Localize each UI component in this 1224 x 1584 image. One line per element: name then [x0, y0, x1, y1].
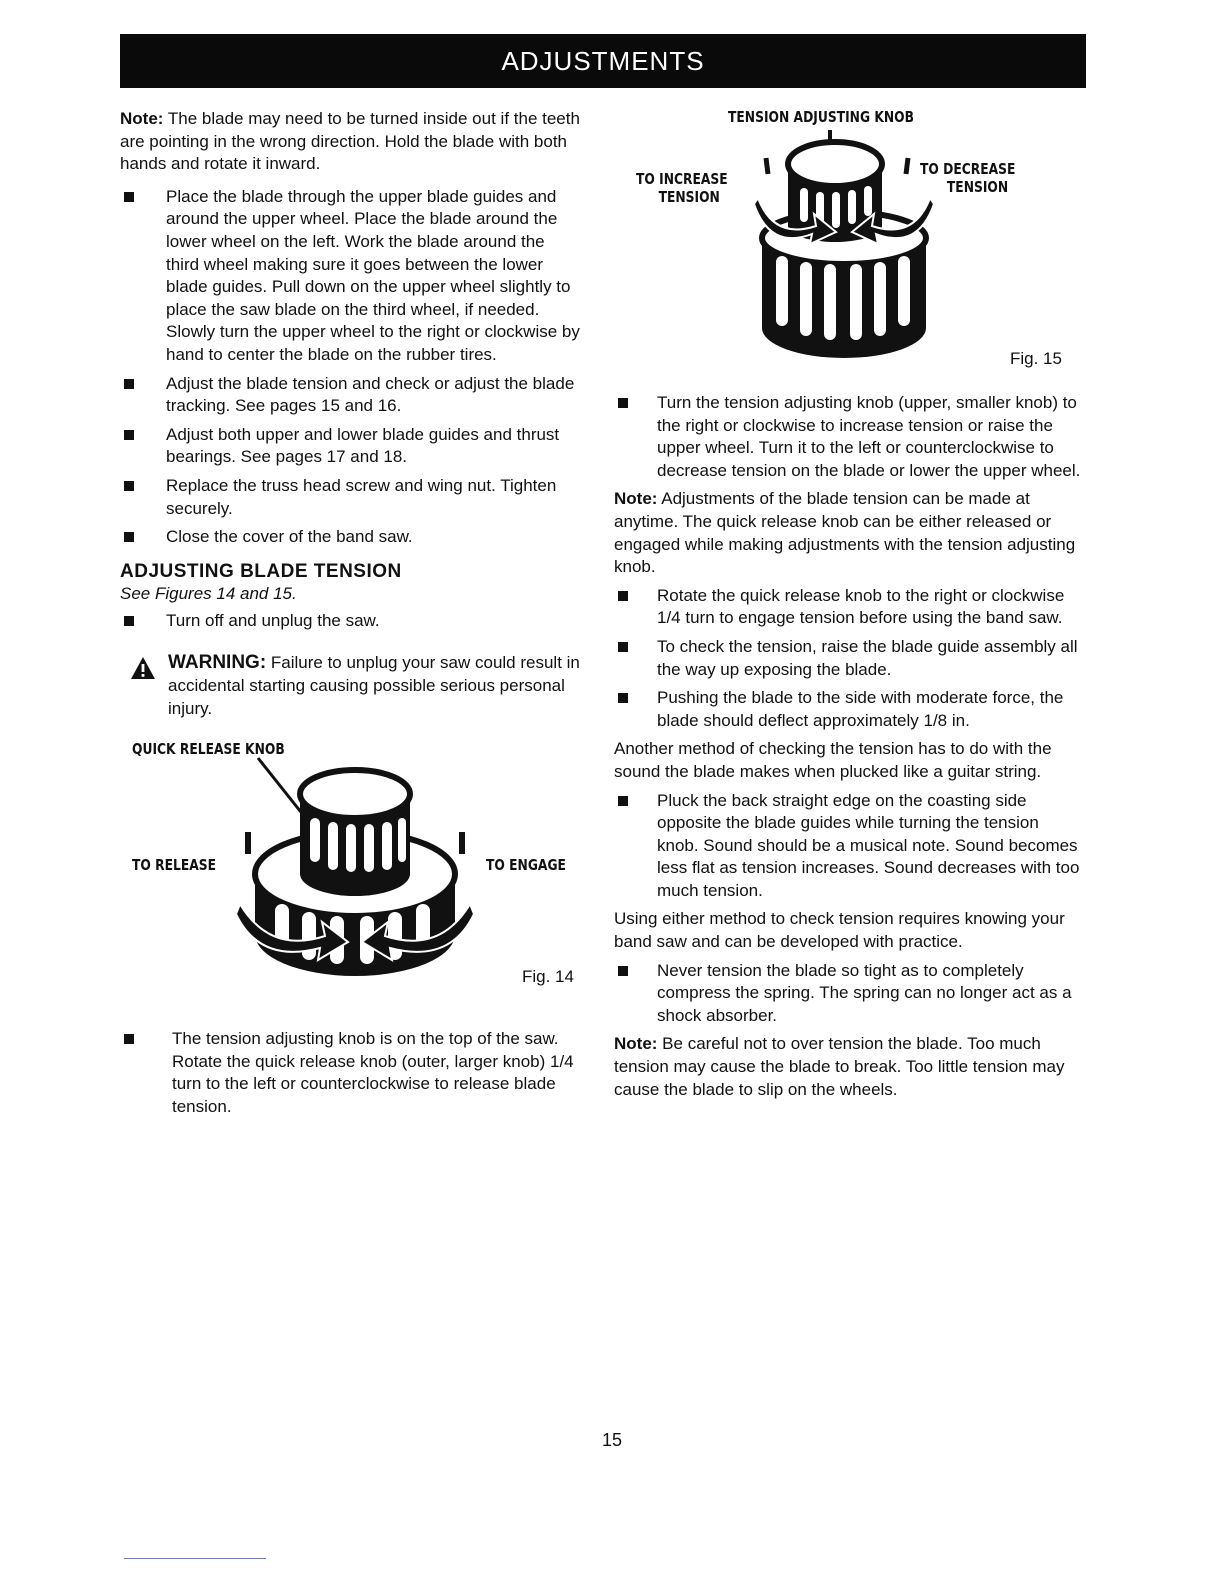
bullet-icon — [124, 430, 134, 440]
bullet-icon — [618, 796, 628, 806]
list-item-text: Place the blade through the upper blade guides and around the upper wheel. Place the blade around the lower wheel on the left. Work the blade around the third wheel making sure it goes between the lower blade guides. Pull down on the upper wheel slightly to place the saw blade on the third wheel, if needed. Slowly turn the upper wheel to the right or clockwise by hand to center the blade on the rubber tires. — [166, 186, 580, 364]
bullet-icon — [124, 532, 134, 542]
figure-label-release: TO RELEASE — [132, 856, 217, 875]
list-item-text: Turn the tension adjusting knob (upper, smaller knob) to the right or clockwise to increase tension or raise the upper wheel. Turn it to the left or counterclockwise to decrease tension on the blade or lower the upper wheel. — [657, 393, 1081, 480]
right-column — [614, 108, 1084, 1101]
section-subtitle: See Figures 14 and 15. — [120, 584, 297, 604]
list-item-text: Rotate the quick release knob to the right or clockwise 1/4 turn to engage tension before using the band saw. — [657, 585, 1065, 628]
bullet-icon — [618, 693, 628, 703]
list-item — [120, 186, 582, 367]
figure-label-increase — [636, 170, 728, 206]
figure-caption: Fig. 14 — [522, 967, 574, 987]
bullet-icon — [124, 192, 134, 202]
list-item — [120, 1028, 582, 1118]
paragraph: Another method of checking the tension has to do with the sound the blade makes when plucked like a guitar string. — [614, 739, 1052, 781]
warning-label: WARNING: — [168, 652, 267, 674]
note-label: Note: — [614, 1034, 658, 1054]
list-item-text: Adjust the blade tension and check or adjust the blade tracking. See pages 15 and 16. — [166, 373, 575, 416]
note-paragraph — [614, 488, 1084, 578]
page-number: 15 — [601, 1430, 623, 1450]
list-item — [614, 636, 1084, 681]
footer-rule — [124, 1558, 266, 1559]
section-title: ADJUSTING BLADE TENSION — [120, 560, 402, 582]
note-label: Note: — [614, 489, 658, 509]
bullet-icon — [124, 481, 134, 491]
left-column — [120, 108, 582, 1119]
bullet-icon — [124, 379, 134, 389]
bullet-icon — [618, 642, 628, 652]
warning-block — [120, 652, 582, 720]
list-item-text: To check the tension, raise the blade guide assembly all the way up exposing the blade. — [657, 636, 1078, 679]
bullet-icon — [618, 591, 628, 601]
note-text: Adjustments of the blade tension can be made at anytime. The quick release knob can be either released or engaged while making adjustments with the tension adjusting knob. — [614, 489, 1076, 577]
warning-icon — [130, 656, 156, 680]
list-item — [120, 526, 582, 549]
note-paragraph — [120, 108, 582, 176]
list-item-text: Never tension the blade so tight as to completely compress the spring. The spring can no longer act as a shock absorber. — [657, 960, 1072, 1025]
quick-release-knob-illustration — [230, 754, 480, 994]
note-paragraph — [614, 1033, 1084, 1101]
figure-label-engage: TO ENGAGE — [486, 856, 566, 875]
paragraph: Using either method to check tension requires knowing your band saw and can be developed with practice. — [614, 909, 1065, 952]
figure-label-decrease-line2: TENSION — [946, 178, 1009, 196]
bullet-icon — [124, 1034, 134, 1044]
warning-text: Failure to unplug your saw could result in accidental starting causing possible serious personal injury. — [168, 653, 580, 718]
list-item-text: Close the cover of the band saw. — [166, 527, 413, 547]
figure-15 — [614, 108, 1084, 378]
list-item-text: Pluck the back straight edge on the coasting side opposite the blade guides while turning the tension knob. Sound should be a musical note. Sound becomes less flat as tension increases. Sound decreases with too much tension. — [657, 790, 1080, 900]
note-text: The blade may need to be turned inside out if the teeth are pointing in the wrong direction. Hold the blade with both hands and rotate it inward. — [120, 109, 580, 174]
list-item — [614, 585, 1084, 630]
bullet-icon — [618, 966, 628, 976]
figure-label-increase-line1: TO INCREASE — [636, 170, 728, 188]
list-item — [614, 960, 1084, 1028]
figure-label-decrease-line1: TO DECREASE — [920, 160, 1016, 178]
list-item — [614, 392, 1084, 482]
figure-label-decrease — [920, 160, 1015, 196]
list-item-text: Turn off and unplug the saw. — [166, 610, 380, 630]
list-item-text: The tension adjusting knob is on the top of the saw. Rotate the quick release knob (outer, larger knob) 1/4 turn to the left or counterclockwise to release blade tension. — [172, 1029, 574, 1117]
figure-caption: Fig. 15 — [1010, 349, 1062, 368]
list-item-text: Replace the truss head screw and wing nut. Tighten securely. — [166, 475, 557, 518]
bullet-icon — [124, 616, 134, 626]
figure-label-increase-line2: TENSION — [658, 188, 720, 206]
section-header — [120, 34, 1086, 88]
tension-adjusting-knob-illustration — [754, 128, 934, 368]
list-item — [120, 610, 582, 633]
section-header-title: ADJUSTMENTS — [501, 46, 705, 76]
list-item — [614, 687, 1084, 732]
list-item-text: Adjust both upper and lower blade guides and thrust bearings. See pages 17 and 18. — [166, 424, 560, 467]
figure-title: TENSION ADJUSTING KNOB — [728, 108, 915, 126]
list-item — [120, 424, 582, 469]
figure-title: QUICK RELEASE KNOB — [132, 740, 285, 759]
list-item — [120, 373, 582, 418]
list-item — [120, 475, 582, 520]
note-label: Note: — [120, 109, 164, 128]
note-text: Be careful not to over tension the blade. Too much tension may cause the blade to break. Too little tension may cause the blade to slip on the wheels. — [614, 1034, 1065, 1099]
bullet-icon — [618, 398, 628, 408]
list-item — [614, 790, 1084, 903]
list-item-text: Pushing the blade to the side with moderate force, the blade should deflect approximately 1/8 in. — [657, 688, 1064, 730]
figure-14 — [120, 734, 582, 1024]
